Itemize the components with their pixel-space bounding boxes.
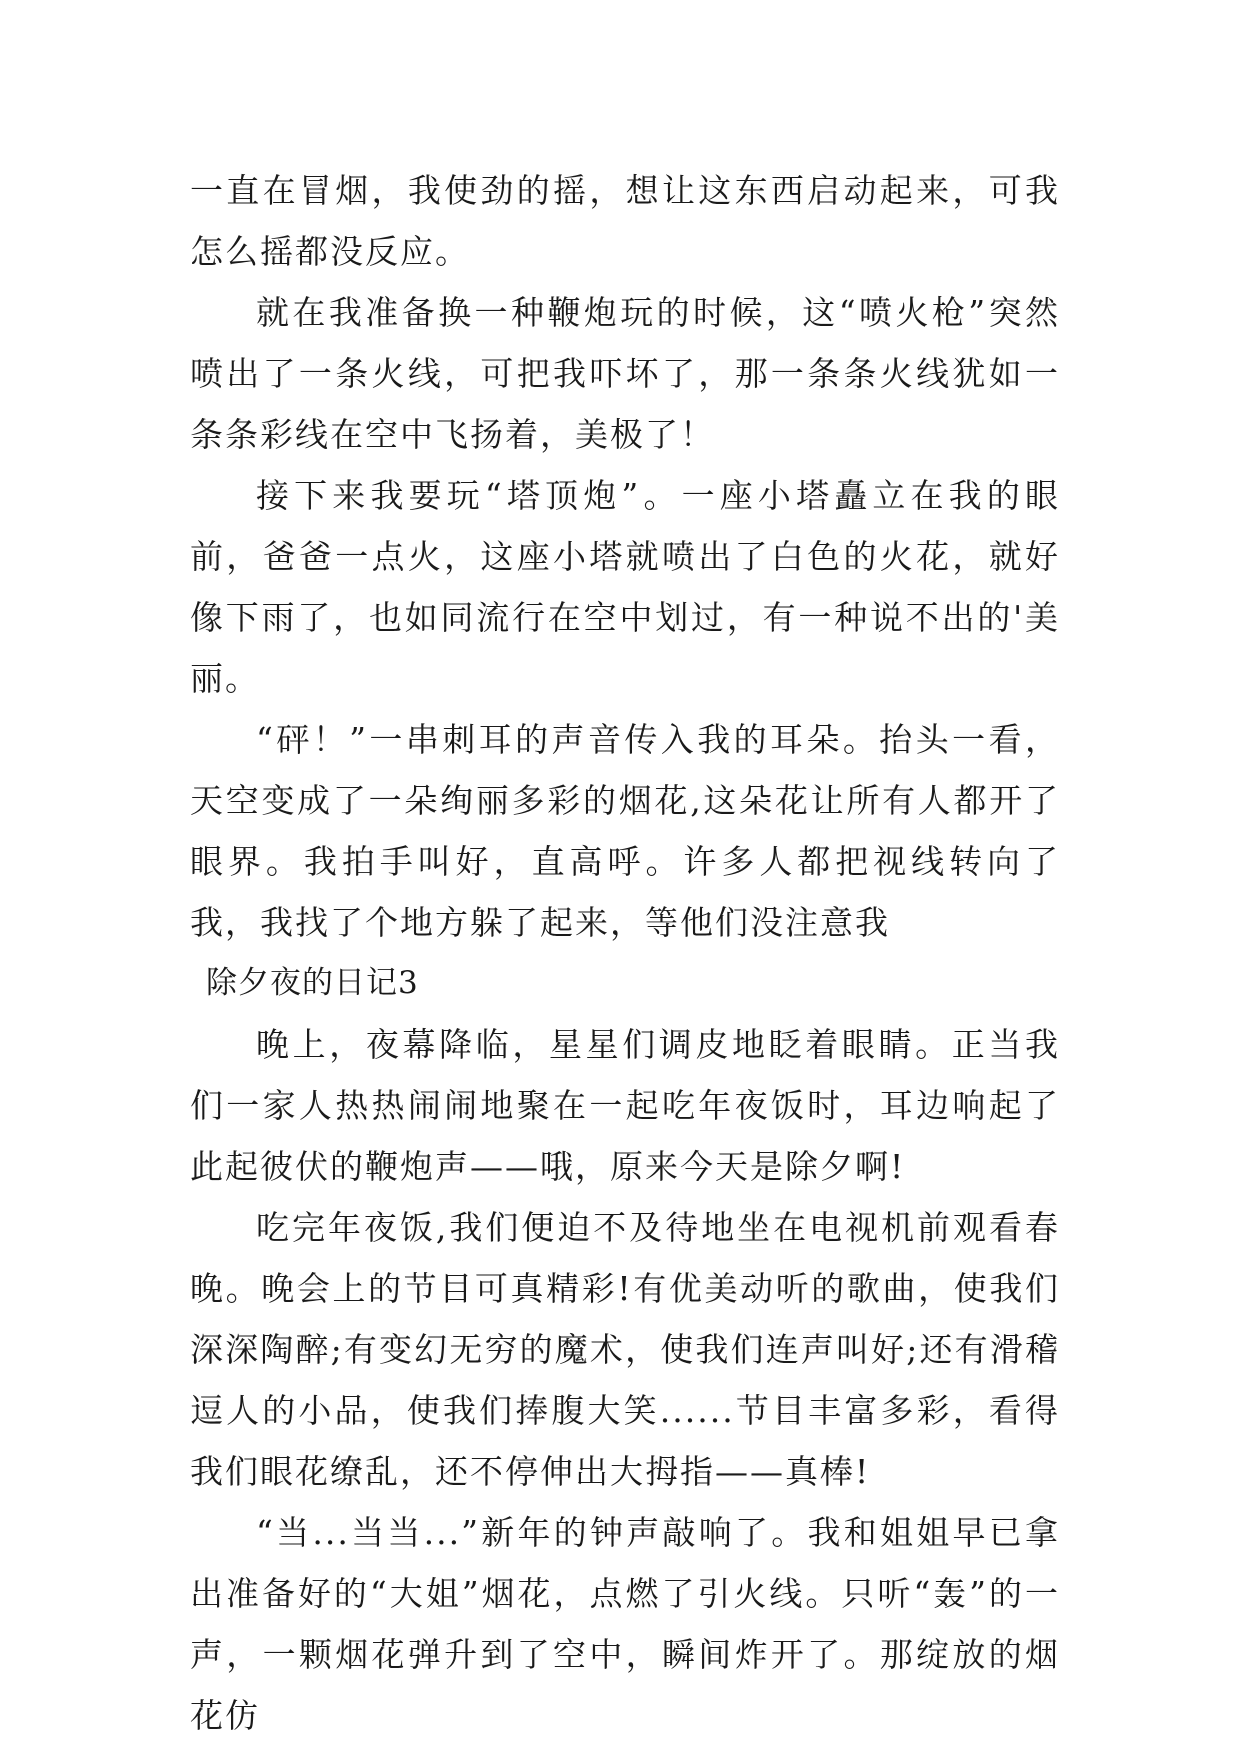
paragraph-continued: 一直在冒烟，我使劲的摇，想让这东西启动起来，可我怎么摇都没反应。 [190,171,1060,271]
document-body [190,160,1060,1746]
paragraph-bang: “砰！”一串刺耳的声音传入我的耳朵。抬头一看，天空变成了一朵绚丽多彩的烟花,这朵花让所有人都开了眼界。我拍手叫好，直高呼。许多人都把视线转向了我，我找了个地方躲了起来，等他们没注意我 [190,720,1060,942]
paragraph-spring-gala: 吃完年夜饭,我们便迫不及待地坐在电视机前观看春晚。晚会上的节目可真精彩!有优美动听的歌曲，使我们深深陶醉;有变幻无穷的魔术，使我们连声叫好;还有滑稽逗人的小品，使我们捧腹大笑......节目丰富多彩，看得我们眼花缭乱，还不停伸出大拇指——真棒! [190,1208,1060,1491]
paragraph-tower-firework: 接下来我要玩“塔顶炮”。一座小塔矗立在我的眼前，爸爸一点火，这座小塔就喷出了白色的火花，就好像下雨了，也如同流行在空中划过，有一种说不出的'美丽。 [190,476,1060,698]
section-title: 除夕夜的日记3 [206,965,419,1001]
paragraph-flame-gun: 就在我准备换一种鞭炮玩的时候，这“喷火枪”突然喷出了一条火线，可把我吓坏了，那一条条火线犹如一条条彩线在空中飞扬着，美极了！ [190,293,1060,454]
paragraph-new-year-eve-dinner: 晚上，夜幕降临，星星们调皮地眨着眼睛。正当我们一家人热热闹闹地聚在一起吃年夜饭时，耳边响起了此起彼伏的鞭炮声——哦，原来今天是除夕啊! [190,1025,1060,1186]
paragraph-new-year-bell: “当...当当...”新年的钟声敲响了。我和姐姐早已拿出准备好的“大姐”烟花，点燃了引火线。只听“轰”的一声，一颗烟花弹升到了空中，瞬间炸开了。那绽放的烟花仿 [190,1513,1060,1735]
